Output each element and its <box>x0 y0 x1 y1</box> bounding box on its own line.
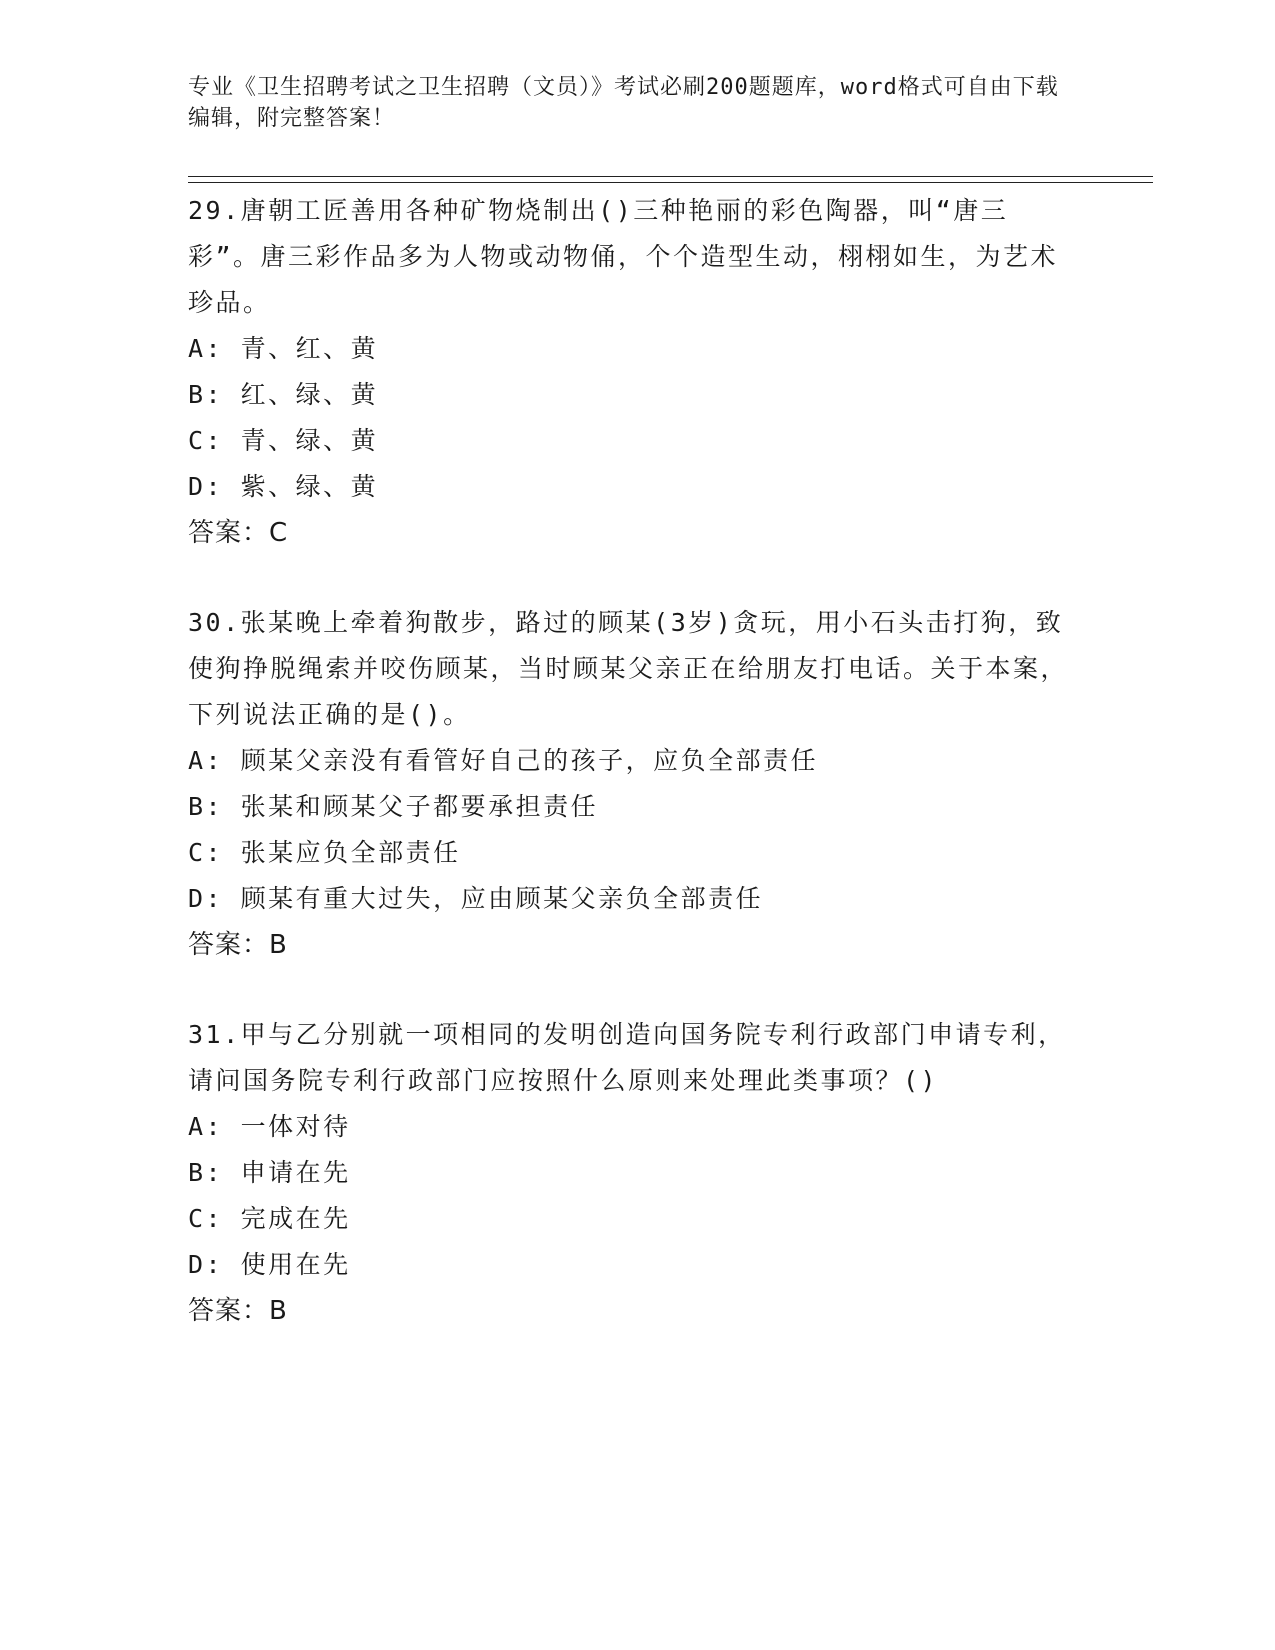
answer-line: 答案：B <box>188 930 288 960</box>
option-d: D: 顾某有重大过失，应由顾某父亲负全部责任 <box>188 884 764 913</box>
option-b: B: 张某和顾某父子都要承担责任 <box>188 792 599 821</box>
option-a: A: 一体对待 <box>188 1112 351 1141</box>
option-c: C: 完成在先 <box>188 1204 351 1233</box>
answer-line: 答案：C <box>188 518 289 548</box>
document-intro: 专业《卫生招聘考试之卫生招聘（文员）》考试必刷200题题库，word格式可自由下载编辑，附完整答案！ <box>188 75 1059 131</box>
option-d: D: 使用在先 <box>188 1250 351 1279</box>
option-a: A: 青、红、黄 <box>188 334 379 363</box>
question-block <box>188 188 1078 556</box>
answer-line: 答案：B <box>188 1296 288 1326</box>
question-text: 29.唐朝工匠善用各种矿物烧制出()三种艳丽的彩色陶器，叫“唐三彩”。唐三彩作品多为人物或动物俑，个个造型生动，栩栩如生，为艺术珍品。 <box>188 196 1059 317</box>
question-text: 31.甲与乙分别就一项相同的发明创造向国务院专利行政部门申请专利，请问国务院专利行政部门应按照什么原则来处理此类事项？() <box>188 1020 1066 1095</box>
header-divider-bottom <box>188 182 1153 183</box>
question-text: 30.张某晚上牵着狗散步，路过的顾某(3岁)贪玩，用小石头击打狗，致使狗挣脱绳索并咬伤顾某，当时顾某父亲正在给朋友打电话。关于本案，下列说法正确的是()。 <box>188 608 1069 729</box>
option-d: D: 紫、绿、黄 <box>188 472 379 501</box>
option-c: C: 张某应负全部责任 <box>188 838 461 867</box>
header-divider-top <box>188 176 1153 177</box>
question-block <box>188 600 1078 968</box>
option-a: A: 顾某父亲没有看管好自己的孩子，应负全部责任 <box>188 746 819 775</box>
question-block <box>188 1012 1078 1334</box>
option-b: B: 申请在先 <box>188 1158 351 1187</box>
option-b: B: 红、绿、黄 <box>188 380 379 409</box>
option-c: C: 青、绿、黄 <box>188 426 379 455</box>
